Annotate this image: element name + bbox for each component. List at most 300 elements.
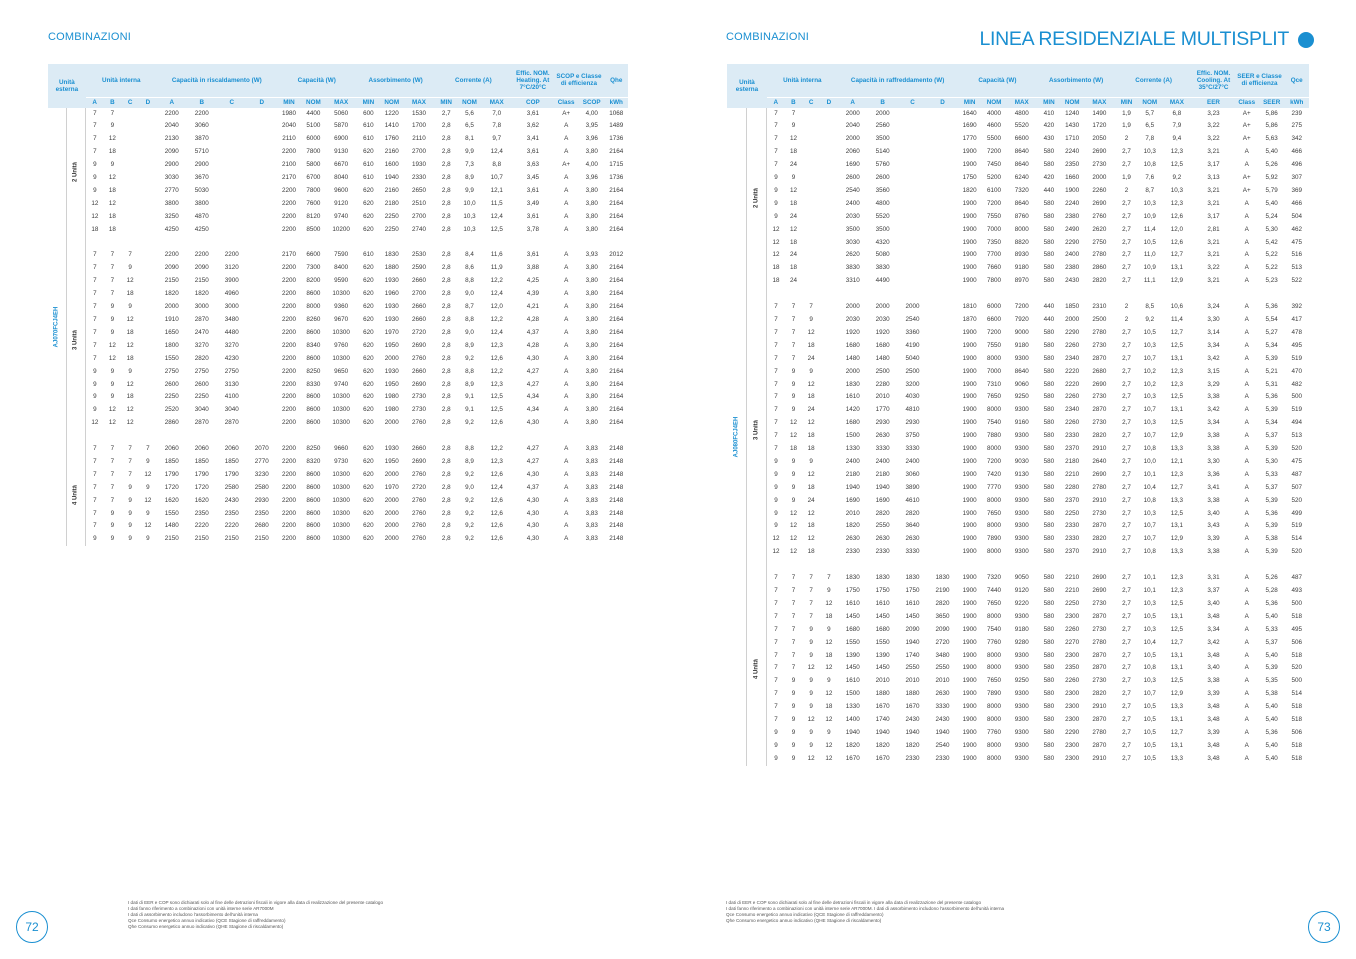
table-cell: 2010 xyxy=(905,677,920,685)
table-cell: 5,34 xyxy=(1265,341,1278,349)
table-cell: 4,28 xyxy=(526,315,539,323)
table-cell: 1870 xyxy=(962,315,977,323)
table-cell xyxy=(139,172,157,185)
table-cell: 2200 xyxy=(194,109,209,117)
table-cell: A xyxy=(1244,148,1249,156)
table-cell: 6600 xyxy=(306,251,321,259)
table-row xyxy=(727,508,1309,521)
table-cell xyxy=(898,275,928,288)
column-header: NOM xyxy=(982,97,1006,108)
table-cell: 10,3 xyxy=(1143,419,1156,427)
table-cell: 2 xyxy=(1124,315,1129,323)
table-cell: 2820 xyxy=(1092,690,1107,698)
table-cell: 2,8 xyxy=(441,315,451,323)
title-dot-icon xyxy=(1298,32,1314,48)
table-cell: 13,1 xyxy=(1170,612,1184,620)
table-cell: 9 xyxy=(791,703,796,711)
table-cell: 10,3 xyxy=(1143,148,1156,156)
table-cell: 7550 xyxy=(987,212,1002,220)
table-cell xyxy=(928,301,958,314)
column-group-header: Capacità (W) xyxy=(277,64,357,97)
table-cell: 620 xyxy=(363,264,374,272)
table-cell xyxy=(898,237,928,250)
table-cell: 2,7 xyxy=(1122,328,1131,336)
table-cell: 18 xyxy=(772,277,780,285)
table-cell xyxy=(802,146,820,159)
table-row xyxy=(727,533,1309,546)
table-cell: 4490 xyxy=(875,277,890,285)
table-cell: 2780 xyxy=(1092,483,1107,491)
table-cell: 2030 xyxy=(875,315,890,323)
column-header: D xyxy=(247,97,277,108)
table-cell xyxy=(928,146,958,159)
table-cell: 9 xyxy=(774,212,778,220)
table-cell: 18 xyxy=(108,212,116,220)
table-cell: 2560 xyxy=(875,122,890,130)
table-cell: 9 xyxy=(774,522,778,530)
table-cell: 8,8 xyxy=(465,277,474,285)
table-cell: 2730 xyxy=(1092,393,1107,401)
table-cell: 7 xyxy=(774,148,778,156)
table-cell: 2060 xyxy=(845,148,860,156)
table-cell: 1880 xyxy=(384,264,399,272)
table-cell: 2090 xyxy=(194,264,209,272)
table-cell: 3500 xyxy=(875,225,890,233)
table-cell: 7450 xyxy=(987,161,1002,169)
table-cell xyxy=(247,224,277,237)
table-cell: 12,5 xyxy=(490,393,503,401)
table-cell: 2,7 xyxy=(1122,251,1131,259)
spacer-cell xyxy=(957,559,981,572)
table-cell: 2150 xyxy=(164,535,179,543)
table-cell: 8640 xyxy=(1014,148,1029,156)
table-cell: 2,8 xyxy=(441,328,451,336)
table-cell: A xyxy=(1244,303,1249,311)
table-cell: 8,9 xyxy=(465,380,474,388)
table-cell: 2148 xyxy=(609,470,624,478)
table-cell: 2,8 xyxy=(441,406,451,414)
table-cell xyxy=(139,224,157,237)
table-cell: 8000 xyxy=(987,716,1002,724)
table-cell: 9 xyxy=(774,509,778,517)
table-cell: 7 xyxy=(774,303,778,311)
table-cell: 5030 xyxy=(194,186,209,194)
table-cell: A xyxy=(564,445,569,453)
table-cell: 1,9 xyxy=(1122,109,1131,117)
table-cell: 1240 xyxy=(1065,109,1080,117)
table-cell: 2220 xyxy=(194,522,209,530)
table-cell: 1430 xyxy=(1065,122,1080,130)
table-cell: 420 xyxy=(1043,122,1055,130)
table-cell: A xyxy=(564,509,569,517)
table-cell xyxy=(928,327,958,340)
table-cell: 2260 xyxy=(1065,393,1080,401)
table-cell: 9130 xyxy=(334,148,349,156)
table-cell xyxy=(928,520,958,533)
table-cell: 500 xyxy=(1291,393,1302,401)
table-cell: A xyxy=(1244,509,1249,517)
table-cell: 1900 xyxy=(962,574,977,582)
table-cell: 1980 xyxy=(384,393,399,401)
table-cell: 8600 xyxy=(306,522,321,530)
table-cell: 580 xyxy=(1043,367,1055,375)
table-cell: 12,9 xyxy=(1170,277,1184,285)
spacer-cell xyxy=(481,430,512,443)
table-cell: 12,9 xyxy=(1170,535,1184,543)
table-cell: 2400 xyxy=(845,457,860,465)
table-cell: 12 xyxy=(807,535,815,543)
table-cell: 8600 xyxy=(306,535,321,543)
table-cell: 1600 xyxy=(384,161,399,169)
table-cell: 2720 xyxy=(411,328,426,336)
table-cell: 13,3 xyxy=(1170,754,1184,762)
spacer-cell xyxy=(121,237,139,250)
table-cell: 9 xyxy=(809,367,813,375)
table-cell: 2580 xyxy=(254,483,269,491)
table-cell: 2150 xyxy=(254,535,269,543)
table-cell xyxy=(139,366,157,379)
table-cell: 12 xyxy=(126,277,134,285)
table-cell: 2910 xyxy=(1092,703,1107,711)
spacer-cell xyxy=(458,237,481,250)
table-cell: 6,5 xyxy=(1145,122,1155,130)
spacer-cell xyxy=(1138,288,1161,301)
table-cell: 2300 xyxy=(1065,651,1080,659)
table-cell: 8000 xyxy=(987,612,1002,620)
table-cell: 2,7 xyxy=(1122,690,1131,698)
table-cell: 6670 xyxy=(334,161,349,169)
table-cell: 9 xyxy=(110,367,115,375)
table-cell: 4320 xyxy=(875,238,890,246)
table-cell: 7 xyxy=(128,445,132,453)
table-cell: 12 xyxy=(807,664,815,672)
table-cell: 2,81 xyxy=(1207,225,1220,233)
table-cell: 1900 xyxy=(962,483,977,491)
table-cell: 2900 xyxy=(164,161,179,169)
table-cell: 2200 xyxy=(281,315,296,323)
table-cell: 3330 xyxy=(905,445,920,453)
table-cell: A xyxy=(1244,328,1249,336)
table-cell: 580 xyxy=(1043,587,1055,594)
table-cell: 580 xyxy=(1043,457,1055,465)
table-cell: 2150 xyxy=(224,535,239,543)
table-cell: 3,40 xyxy=(1207,599,1220,607)
table-cell: 3890 xyxy=(905,483,920,491)
table-cell: 239 xyxy=(1291,109,1302,117)
table-cell: 2210 xyxy=(1065,574,1080,582)
table-cell xyxy=(247,133,277,146)
table-cell xyxy=(928,159,958,172)
table-cell xyxy=(247,172,277,185)
table-cell xyxy=(928,546,958,559)
table-cell: 2760 xyxy=(411,496,426,504)
table-cell: 3,38 xyxy=(1207,496,1220,504)
table-cell: 520 xyxy=(1291,445,1302,453)
table-cell: 2760 xyxy=(411,535,426,543)
table-cell: 9160 xyxy=(1014,419,1029,427)
table-cell: 2130 xyxy=(164,135,179,143)
column-group-header: Qce xyxy=(1284,64,1309,97)
table-cell: 3,48 xyxy=(1207,716,1220,724)
table-cell: 519 xyxy=(1291,354,1302,362)
table-cell: 3,61 xyxy=(526,109,539,117)
table-cell: 2180 xyxy=(384,199,399,207)
table-cell: 8970 xyxy=(1014,277,1029,285)
table-cell: 13,1 xyxy=(1170,741,1184,749)
table-cell xyxy=(820,482,838,495)
table-cell: 2,8 xyxy=(441,341,451,349)
table-cell: 7 xyxy=(93,354,97,362)
table-cell: 2760 xyxy=(1092,212,1107,220)
table-cell: A xyxy=(1244,225,1249,233)
table-cell xyxy=(820,443,838,456)
table-cell: 9 xyxy=(93,380,97,388)
table-cell: 9 xyxy=(791,483,796,491)
table-cell: 1720 xyxy=(194,483,209,491)
table-cell: 5,39 xyxy=(1265,522,1278,530)
table-cell: 12,6 xyxy=(490,470,503,478)
table-cell: 10300 xyxy=(332,393,350,401)
table-cell: 2,8 xyxy=(441,122,451,130)
table-cell: 2520 xyxy=(164,406,179,414)
table-cell: 2,7 xyxy=(1122,470,1131,478)
table-cell: 2100 xyxy=(281,161,296,169)
table-cell: 2540 xyxy=(845,186,860,194)
table-cell: 2820 xyxy=(1092,432,1107,440)
table-cell: 500 xyxy=(1291,599,1302,607)
table-cell: 2820 xyxy=(905,509,920,517)
table-cell: 12,6 xyxy=(1170,238,1184,246)
table-cell: 10,0 xyxy=(1143,457,1156,465)
table-cell: 1960 xyxy=(384,290,399,298)
table-cell: 2350 xyxy=(1065,161,1080,169)
table-cell: 2200 xyxy=(281,509,296,517)
table-cell: 580 xyxy=(1043,161,1055,169)
column-header: D xyxy=(139,97,157,108)
page-title-text: LINEA RESIDENZIALE MULTISPLIT xyxy=(979,28,1289,50)
table-cell: 4,39 xyxy=(526,290,539,298)
table-cell xyxy=(247,120,277,133)
table-cell: 580 xyxy=(1043,470,1055,478)
group-spacer xyxy=(67,430,86,443)
table-cell: 3,80 xyxy=(585,328,598,336)
table-cell: 24 xyxy=(789,277,797,285)
table-cell: 1610 xyxy=(845,599,860,607)
table-cell: 507 xyxy=(1291,483,1302,491)
table-cell: 11,5 xyxy=(490,199,503,207)
table-cell: 5,24 xyxy=(1265,212,1278,220)
table-cell: A+ xyxy=(562,109,571,117)
table-cell: 9 xyxy=(791,496,796,504)
table-cell: 5,39 xyxy=(1265,406,1278,414)
table-cell: A xyxy=(1244,406,1249,414)
table-cell: 2070 xyxy=(254,445,269,453)
table-cell: 18 xyxy=(126,328,134,336)
table-cell: 580 xyxy=(1043,406,1055,414)
table-cell: 4190 xyxy=(905,341,920,349)
table-cell: 8600 xyxy=(306,406,321,414)
table-cell: 12 xyxy=(772,225,780,233)
table-row xyxy=(48,340,628,353)
table-cell: 2060 xyxy=(194,445,209,453)
table-cell: 1660 xyxy=(1065,174,1080,182)
table-cell: 9 xyxy=(93,393,97,401)
table-cell: 580 xyxy=(1043,212,1055,220)
table-cell: 12 xyxy=(807,328,815,336)
table-cell: 4030 xyxy=(905,393,920,401)
table-cell: 7000 xyxy=(987,367,1002,375)
table-cell: 3,24 xyxy=(1207,303,1220,311)
table-cell: 3,36 xyxy=(1207,470,1220,478)
table-cell: 2290 xyxy=(1065,728,1080,736)
table-cell: 1940 xyxy=(845,483,860,491)
table-cell: 3330 xyxy=(905,548,920,556)
table-row xyxy=(48,262,628,275)
table-cell xyxy=(928,120,958,133)
table-cell: 2530 xyxy=(411,251,426,259)
table-cell: 1980 xyxy=(281,109,296,117)
table-cell: 2164 xyxy=(609,199,624,207)
table-cell: 2,8 xyxy=(441,457,451,465)
table-cell: 620 xyxy=(363,509,374,517)
table-row xyxy=(727,624,1309,637)
table-cell: 9,2 xyxy=(465,522,474,530)
table-cell: 580 xyxy=(1043,354,1055,362)
table-cell: 2164 xyxy=(609,328,624,336)
table-cell: 2780 xyxy=(1092,638,1107,646)
table-cell: 12,6 xyxy=(490,522,503,530)
table-cell: 2,7 xyxy=(1122,483,1131,491)
column-header: MAX xyxy=(326,97,357,108)
table-cell: 580 xyxy=(1043,522,1055,530)
table-cell xyxy=(820,237,838,250)
table-cell xyxy=(139,185,157,198)
table-cell: 3,80 xyxy=(585,199,598,207)
table-cell: 2690 xyxy=(1092,587,1107,594)
table-cell: 2040 xyxy=(164,122,179,130)
table-cell: 2690 xyxy=(1092,148,1107,156)
table-cell: 7,9 xyxy=(1172,122,1182,130)
table-cell: 9300 xyxy=(1014,664,1029,672)
table-cell: 2200 xyxy=(281,328,296,336)
table-cell: 1820 xyxy=(845,522,860,530)
table-cell: 2690 xyxy=(1092,470,1107,478)
table-cell: 7 xyxy=(110,457,115,465)
table-cell: 9 xyxy=(128,535,132,543)
table-cell: 3830 xyxy=(875,264,890,272)
column-header: C xyxy=(121,97,139,108)
column-group-header: Capacità in raffreddamento (W) xyxy=(838,64,958,97)
table-cell: 3500 xyxy=(875,135,890,143)
table-cell: 1900 xyxy=(962,393,977,401)
table-cell: 392 xyxy=(1291,303,1302,311)
table-cell: 2200 xyxy=(281,535,296,543)
table-cell: 2270 xyxy=(1065,638,1080,646)
table-cell: 3,80 xyxy=(585,406,598,414)
table-cell: 1900 xyxy=(962,354,977,362)
table-cell xyxy=(217,172,247,185)
table-cell: 10,1 xyxy=(1143,470,1156,478)
table-cell: 9000 xyxy=(1014,328,1029,336)
table-cell: 2,7 xyxy=(1122,677,1131,685)
table-cell: 3830 xyxy=(845,264,860,272)
table-cell: 518 xyxy=(1291,754,1302,762)
spacer-cell xyxy=(928,559,958,572)
table-cell: 8,8 xyxy=(465,367,474,375)
table-row xyxy=(727,301,1309,314)
table-cell: 8760 xyxy=(1014,212,1029,220)
table-cell: 10300 xyxy=(332,509,350,517)
table-cell: 2370 xyxy=(1065,548,1080,556)
table-cell: 2200 xyxy=(281,496,296,504)
table-cell xyxy=(139,146,157,159)
table-cell: 7880 xyxy=(987,432,1002,440)
table-cell: 580 xyxy=(1043,535,1055,543)
table-cell: 2,7 xyxy=(1122,496,1131,504)
footnote-line: I dati di EER e COP sono dichiarati solo al fine delle detrazioni fiscali in vigore alla data di realizzazione del presente catalogo xyxy=(726,900,982,905)
table-cell: A xyxy=(1244,367,1249,375)
table-cell: A xyxy=(564,341,569,349)
column-header: NOM xyxy=(458,97,481,108)
table-cell: A xyxy=(1244,754,1249,762)
table-cell xyxy=(247,353,277,366)
table-cell xyxy=(820,340,838,353)
table-cell: 9 xyxy=(146,457,150,465)
table-cell: 12,2 xyxy=(490,367,503,375)
table-cell: 2164 xyxy=(609,406,624,414)
table-cell xyxy=(820,495,838,508)
column-header: MIN xyxy=(1037,97,1060,108)
table-cell: 13,1 xyxy=(1170,651,1184,659)
table-cell: 1820 xyxy=(875,741,890,749)
table-cell: 18 xyxy=(91,225,99,233)
table-cell: 518 xyxy=(1291,612,1302,620)
table-cell: 493 xyxy=(1291,587,1302,594)
table-cell: 5,40 xyxy=(1265,716,1278,724)
table-cell: 1900 xyxy=(962,432,977,440)
table-cell: 3,63 xyxy=(526,161,539,169)
table-cell: 5,36 xyxy=(1265,599,1278,607)
table-cell: 342 xyxy=(1291,135,1302,143)
table-cell: 2430 xyxy=(1065,277,1080,285)
table-cell: 440 xyxy=(1043,315,1055,323)
table-cell: 2164 xyxy=(609,367,624,375)
table-cell: 3,40 xyxy=(1207,664,1220,672)
table-row xyxy=(727,650,1309,663)
table-cell: 5040 xyxy=(905,354,920,362)
table-cell xyxy=(820,353,838,366)
spacer-cell xyxy=(605,237,629,250)
table-cell: A xyxy=(564,212,569,220)
table-cell: 2340 xyxy=(1065,354,1080,362)
table-cell xyxy=(139,391,157,404)
table-cell: 2200 xyxy=(281,199,296,207)
table-cell: 2148 xyxy=(609,522,624,530)
spacer-cell xyxy=(802,288,820,301)
page-title xyxy=(979,28,1314,51)
table-cell: 12 xyxy=(789,522,797,530)
table-cell: 2000 xyxy=(384,419,399,427)
table-cell: 8000 xyxy=(1014,225,1029,233)
table-cell: 3030 xyxy=(845,238,860,246)
table-cell: 3,80 xyxy=(585,212,598,220)
table-cell: 1820 xyxy=(194,290,209,298)
table-cell: 12 xyxy=(789,548,797,556)
table-cell: A xyxy=(1244,212,1249,220)
table-cell: 2164 xyxy=(609,264,624,272)
table-cell xyxy=(139,198,157,211)
table-cell: 3480 xyxy=(935,651,950,659)
